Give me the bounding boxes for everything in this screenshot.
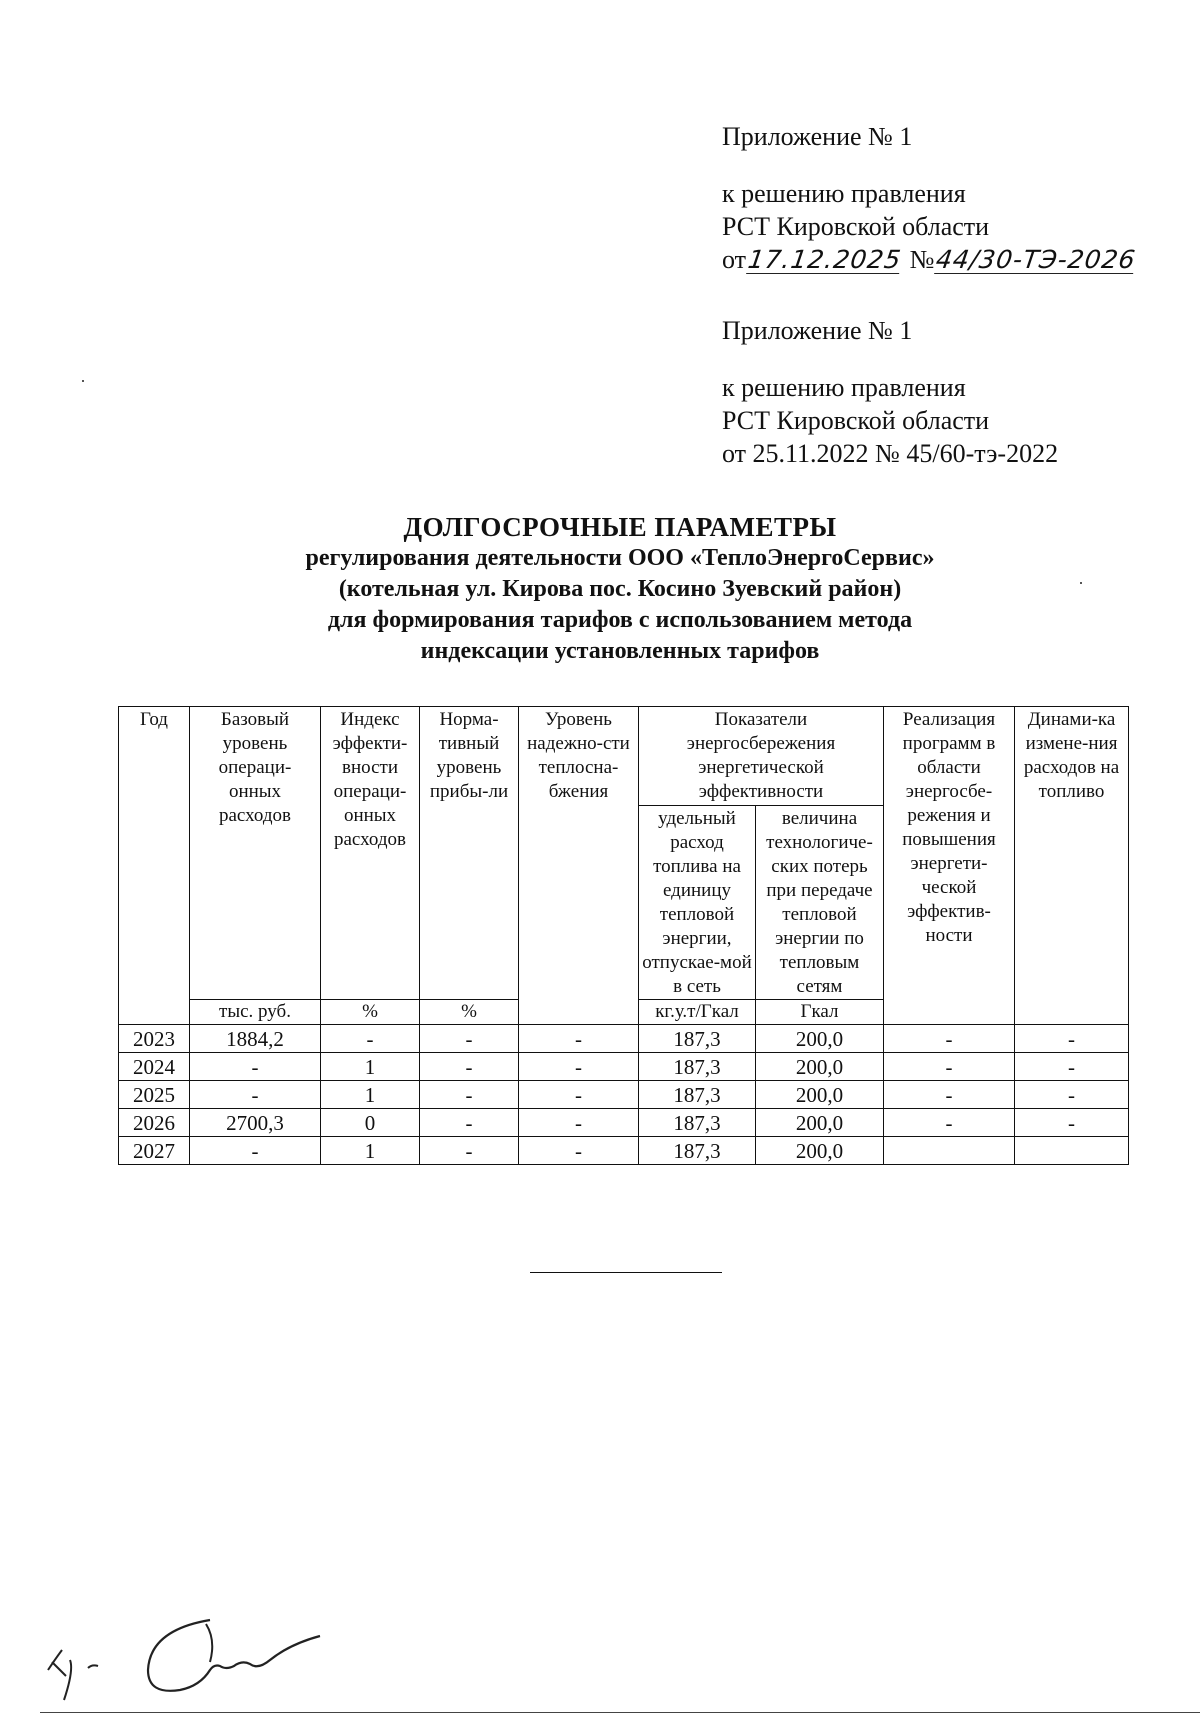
- cell-programs: -: [884, 1053, 1015, 1081]
- table-header-row-1: [119, 707, 1129, 806]
- handwritten-number: 44/30-ТЭ-2026: [934, 245, 1139, 274]
- appendix-decision-line: к решению правления: [722, 179, 966, 208]
- cell-efficiency-index: 1: [321, 1137, 420, 1165]
- date-prefix: от: [722, 245, 747, 274]
- appendix-authority-line: РСТ Кировской области: [722, 212, 990, 241]
- cell-specific-fuel: 187,3: [639, 1053, 756, 1081]
- cell-reliability: -: [519, 1081, 639, 1109]
- cell-tech-losses: 200,0: [756, 1109, 884, 1137]
- document-heading: [0, 512, 1200, 667]
- cell-base-opex: 1884,2: [190, 1025, 321, 1053]
- cell-reliability: -: [519, 1025, 639, 1053]
- cell-programs: -: [884, 1109, 1015, 1137]
- unit-specific-fuel: кг.у.т/Гкал: [639, 1000, 756, 1025]
- cell-fuel-dynamics: -: [1015, 1109, 1129, 1137]
- scan-speck: [1080, 582, 1082, 584]
- cell-year: 2024: [119, 1053, 190, 1081]
- table-row: [119, 1053, 1129, 1081]
- cell-efficiency-index: 1: [321, 1053, 420, 1081]
- cell-normative-profit: -: [420, 1025, 519, 1053]
- cell-reliability: -: [519, 1137, 639, 1165]
- appendix-block-old: [722, 314, 1058, 470]
- number-prefix: №: [909, 245, 935, 274]
- table-body: [119, 1025, 1129, 1165]
- cell-reliability: -: [519, 1109, 639, 1137]
- table-row: [119, 1137, 1129, 1165]
- bottom-edge-line: [40, 1712, 1200, 1713]
- cell-normative-profit: -: [420, 1053, 519, 1081]
- unit-efficiency-index: %: [321, 1000, 420, 1025]
- header-base-opex: Базовый уровень операци-онных расходов: [190, 707, 321, 1000]
- appendix-title: Приложение № 1: [722, 316, 913, 345]
- cell-fuel-dynamics: -: [1015, 1025, 1129, 1053]
- cell-tech-losses: 200,0: [756, 1025, 884, 1053]
- header-specific-fuel: удельный расход топлива на единицу тепловой энергии, отпускае-мой в сеть: [639, 806, 756, 1000]
- cell-specific-fuel: 187,3: [639, 1025, 756, 1053]
- appendix-date-number-line: [722, 243, 1138, 276]
- heading-line-5: индексации установленных тарифов: [420, 638, 820, 664]
- cell-year: 2025: [119, 1081, 190, 1109]
- cell-year: 2023: [119, 1025, 190, 1053]
- cell-normative-profit: -: [420, 1137, 519, 1165]
- cell-efficiency-index: 0: [321, 1109, 420, 1137]
- parameters-table: [118, 706, 1129, 1165]
- cell-reliability: -: [519, 1053, 639, 1081]
- appendix-date-number-line: от 25.11.2022 № 45/60-тэ-2022: [722, 439, 1059, 468]
- cell-programs: -: [884, 1025, 1015, 1053]
- heading-line-2: регулирования деятельности ООО «ТеплоЭнергоСервис»: [305, 545, 935, 571]
- appendix-decision-line: к решению правления: [722, 373, 966, 402]
- cell-programs: -: [884, 1081, 1015, 1109]
- header-reliability: Уровень надежно-сти теплосна-бжения: [519, 707, 639, 1025]
- heading-line-3: (котельная ул. Кирова пос. Косино Зуевский район): [338, 576, 902, 602]
- cell-programs: [884, 1137, 1015, 1165]
- unit-normative-profit: %: [420, 1000, 519, 1025]
- cell-tech-losses: 200,0: [756, 1053, 884, 1081]
- scan-speck: [82, 380, 84, 382]
- heading-line-4: для формирования тарифов с использованием метода: [327, 607, 913, 633]
- table-row: [119, 1109, 1129, 1137]
- heading-main: ДОЛГОСРОЧНЫЕ ПАРАМЕТРЫ: [403, 512, 837, 542]
- header-normative-profit: Норма-тивный уровень прибы-ли: [420, 707, 519, 1000]
- signature-mark: [30, 1600, 340, 1710]
- cell-efficiency-index: 1: [321, 1081, 420, 1109]
- cell-fuel-dynamics: -: [1015, 1053, 1129, 1081]
- header-programs: Реализация программ в области энергосбе-режения и повышения энергети-ческой эффектив-ности: [884, 707, 1015, 1025]
- header-tech-losses: величина технологиче-ских потерь при передаче тепловой энергии по тепловым сетям: [756, 806, 884, 1000]
- cell-tech-losses: 200,0: [756, 1137, 884, 1165]
- cell-normative-profit: -: [420, 1109, 519, 1137]
- appendix-authority-line: РСТ Кировской области: [722, 406, 990, 435]
- header-year: Год: [119, 707, 190, 1025]
- cell-base-opex: -: [190, 1081, 321, 1109]
- cell-base-opex: -: [190, 1137, 321, 1165]
- unit-tech-losses: Гкал: [756, 1000, 884, 1025]
- cell-base-opex: -: [190, 1053, 321, 1081]
- cell-year: 2027: [119, 1137, 190, 1165]
- header-energy-saving-group: Показатели энергосбережения энергетической эффективности: [639, 707, 884, 806]
- appendix-block-new: [722, 120, 1138, 276]
- cell-tech-losses: 200,0: [756, 1081, 884, 1109]
- table-row: [119, 1025, 1129, 1053]
- header-fuel-dynamics: Динами-ка измене-ния расходов на топливо: [1015, 707, 1129, 1025]
- cell-fuel-dynamics: [1015, 1137, 1129, 1165]
- appendix-title: Приложение № 1: [722, 122, 913, 151]
- cell-year: 2026: [119, 1109, 190, 1137]
- table-row: [119, 1081, 1129, 1109]
- unit-base-opex: тыс. руб.: [190, 1000, 321, 1025]
- cell-fuel-dynamics: -: [1015, 1081, 1129, 1109]
- cell-base-opex: 2700,3: [190, 1109, 321, 1137]
- cell-efficiency-index: -: [321, 1025, 420, 1053]
- handwritten-date: 17.12.2025: [746, 245, 904, 274]
- end-divider-line: [530, 1272, 722, 1273]
- cell-normative-profit: -: [420, 1081, 519, 1109]
- cell-specific-fuel: 187,3: [639, 1109, 756, 1137]
- header-efficiency-index: Индекс эффекти-вности операци-онных расходов: [321, 707, 420, 1000]
- cell-specific-fuel: 187,3: [639, 1081, 756, 1109]
- cell-specific-fuel: 187,3: [639, 1137, 756, 1165]
